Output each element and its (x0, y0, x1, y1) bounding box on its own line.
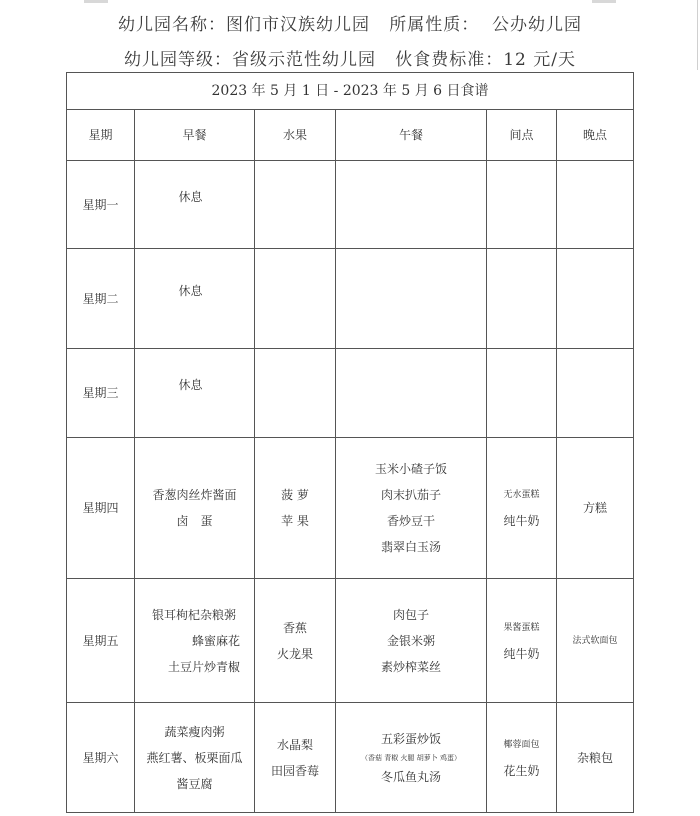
breakfast-item: 卤 蛋 (176, 514, 213, 528)
lunch-cell (336, 438, 487, 579)
col-header-snack: 间点 (487, 110, 557, 161)
fruit-cell (255, 161, 336, 249)
snack-item: 花生奶 (503, 763, 540, 778)
lunch-item: 素炒榨菜丝 (380, 659, 441, 674)
fruit-cell (255, 349, 336, 438)
fruit-item: 田园香莓 (270, 763, 319, 778)
snack-cell (487, 349, 557, 438)
table-row (67, 579, 634, 703)
dinner-cell (557, 249, 634, 349)
fruit-cell (255, 438, 336, 579)
fruit-cell (255, 703, 336, 813)
dinner-cell (557, 438, 634, 579)
lunch-ingredients-note: （香菇 青椒 火腿 胡萝卜 鸡蛋） (361, 753, 461, 762)
dinner-cell (557, 161, 634, 249)
snack-item: 果酱蛋糕 (503, 622, 540, 633)
dinner-item: 方糕 (583, 501, 608, 515)
fruit-item: 水晶梨 (276, 737, 313, 752)
col-header-dinner: 晚点 (557, 110, 634, 161)
page-edge-mark-left (84, 0, 108, 3)
breakfast-item: 蔬菜瘦肉粥 (164, 724, 225, 739)
day-cell: 星期一 (67, 161, 135, 249)
snack-cell (487, 249, 557, 349)
dinner-cell (557, 703, 634, 813)
day-cell: 星期四 (67, 438, 135, 579)
dinner-item: 杂粮包 (577, 750, 614, 765)
breakfast-cell (135, 438, 255, 579)
kindergarten-info-line: 幼儿园名称：图们市汉族幼儿园 所属性质： 公办幼儿园 (117, 15, 583, 35)
fruit-cell (255, 579, 336, 703)
snack-cell (487, 703, 557, 813)
breakfast-cell (135, 579, 255, 703)
dinner-item: 法式软面包 (572, 635, 618, 646)
lunch-item: 金银米粥 (386, 633, 435, 648)
day-cell: 星期二 (67, 249, 135, 349)
breakfast-item: 休息 (178, 283, 203, 298)
lunch-item: 肉包子 (392, 607, 429, 622)
table-row (67, 349, 634, 438)
day-cell: 星期三 (67, 349, 135, 438)
table-row (67, 703, 634, 813)
lunch-cell (336, 161, 487, 249)
snack-item: 纯牛奶 (503, 514, 540, 528)
col-header-lunch: 午餐 (336, 110, 487, 161)
snack-item: 椰蓉面包 (503, 739, 540, 750)
lunch-item: 肉末扒茄子 (380, 488, 441, 502)
table-row (67, 249, 634, 349)
table-row (67, 161, 634, 249)
breakfast-cell (135, 703, 255, 813)
dinner-cell (557, 349, 634, 438)
lunch-cell (336, 579, 487, 703)
snack-cell (487, 579, 557, 703)
lunch-item: 玉米小碴子饭 (374, 462, 447, 476)
day-cell: 星期五 (67, 579, 135, 703)
breakfast-cell (135, 349, 255, 438)
fruit-item: 苹 果 (281, 514, 309, 528)
lunch-item: 翡翠白玉汤 (380, 540, 441, 554)
kindergarten-grade-line: 幼儿园等级：省级示范性幼儿园 伙食费标准：12 元/天 (124, 50, 576, 70)
fruit-item: 菠 萝 (281, 488, 309, 502)
fruit-item: 火龙果 (276, 646, 313, 661)
breakfast-item: 休息 (178, 378, 203, 392)
breakfast-item: 土豆片炒青椒 (167, 659, 240, 674)
day-cell: 星期六 (67, 703, 135, 813)
col-header-day: 星期 (67, 110, 135, 161)
breakfast-item: 酱豆腐 (176, 776, 213, 791)
breakfast-item: 燕红薯、板栗面瓜 (146, 750, 243, 765)
lunch-item: 香炒豆干 (386, 514, 435, 528)
lunch-item: 五彩蛋炒饭 (380, 731, 441, 746)
snack-cell (487, 438, 557, 579)
breakfast-cell (135, 161, 255, 249)
fruit-item: 香蕉 (282, 620, 307, 635)
breakfast-cell (135, 249, 255, 349)
snack-cell (487, 161, 557, 249)
lunch-cell (336, 349, 487, 438)
col-header-breakfast: 早餐 (135, 110, 255, 161)
breakfast-item: 银耳枸杞杂粮粥 (151, 607, 236, 622)
lunch-cell (336, 249, 487, 349)
dinner-cell (557, 579, 634, 703)
breakfast-item: 蜂蜜麻花 (191, 633, 240, 648)
col-header-fruit: 水果 (255, 110, 336, 161)
snack-item: 纯牛奶 (503, 646, 540, 661)
lunch-cell (336, 703, 487, 813)
snack-item: 无水蛋糕 (503, 490, 540, 500)
page-edge-mark-right (592, 0, 616, 3)
breakfast-item: 香葱肉丝炸酱面 (152, 488, 237, 502)
header-row (67, 110, 634, 161)
lunch-item: 冬瓜鱼丸汤 (380, 769, 441, 784)
menu-title: 2023 年 5 月 1 日 - 2023 年 5 月 6 日食谱 (67, 73, 634, 110)
weekly-menu-table (66, 72, 634, 813)
table-row (67, 438, 634, 579)
fruit-cell (255, 249, 336, 349)
breakfast-item: 休息 (178, 189, 203, 204)
